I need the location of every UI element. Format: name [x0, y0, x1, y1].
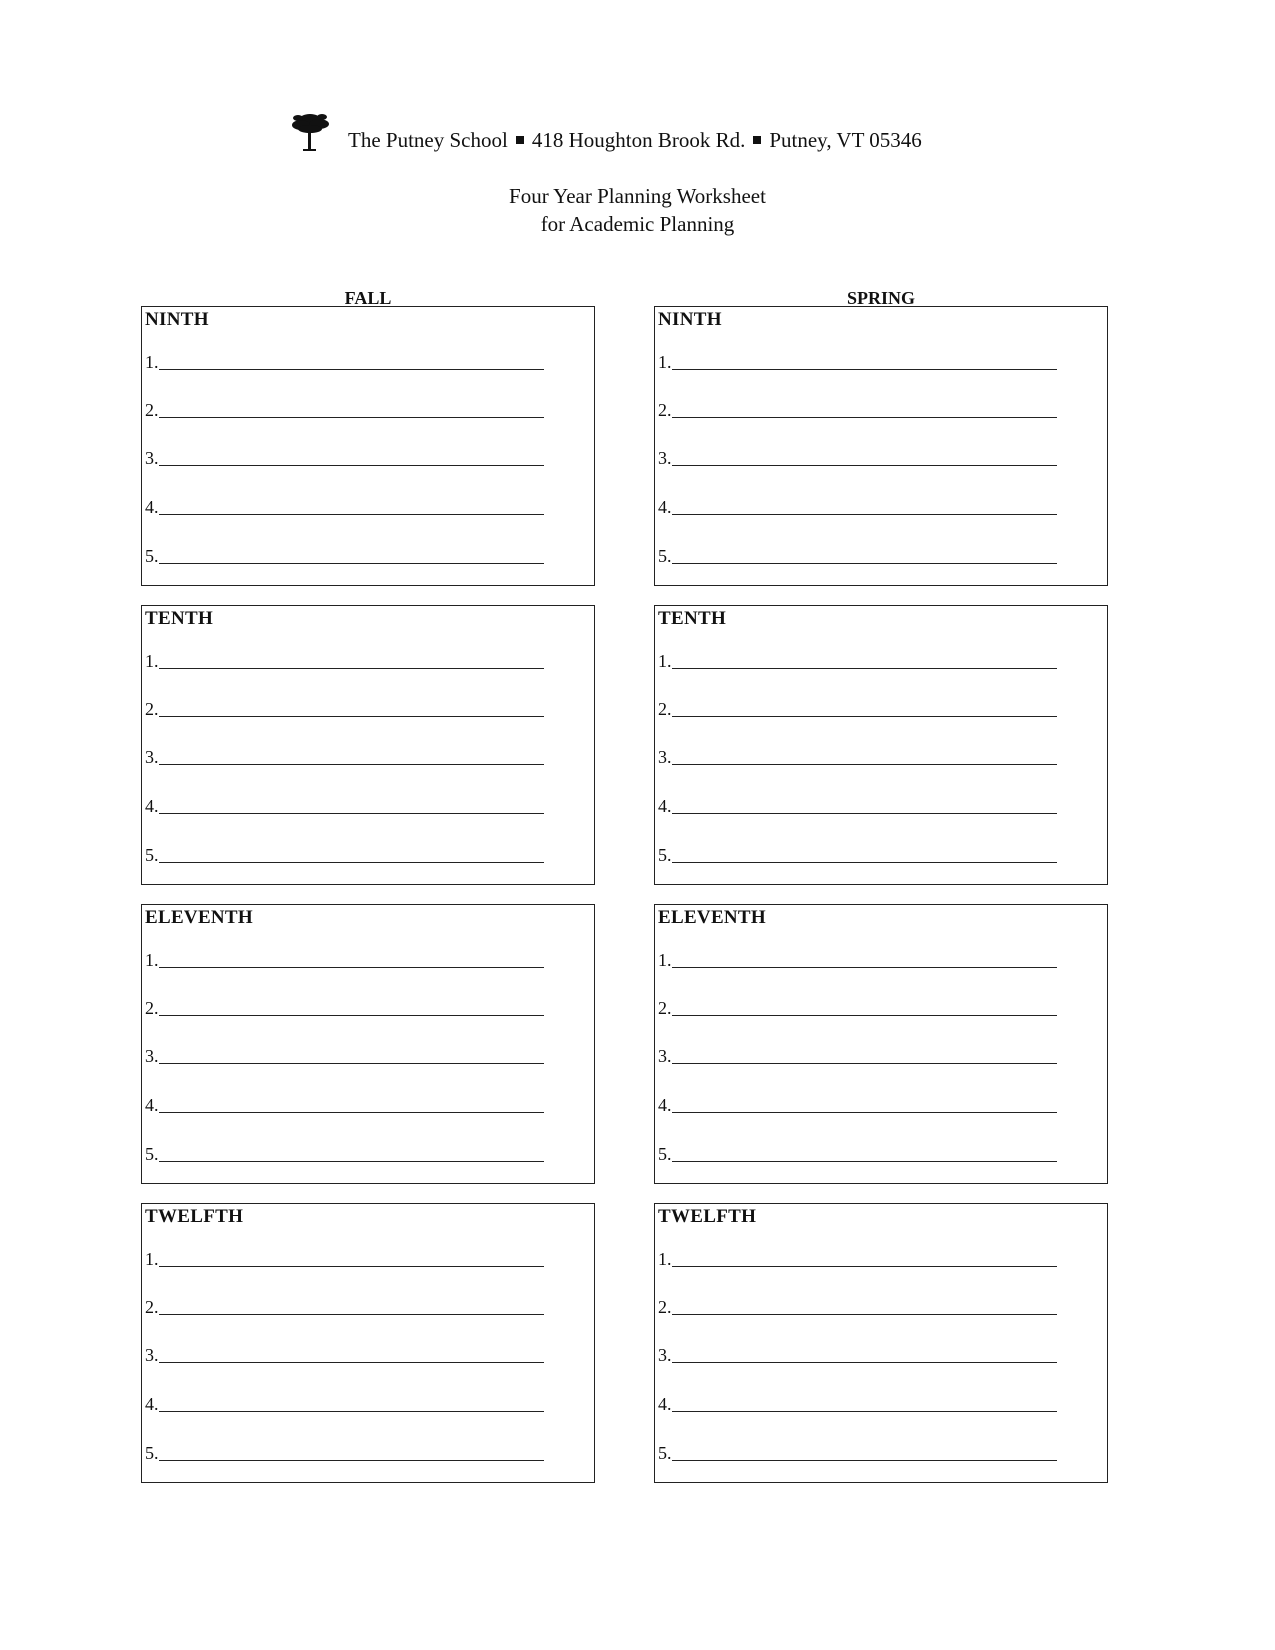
- line-number: 2.: [145, 400, 159, 420]
- blank-write-in-line[interactable]: [159, 496, 544, 515]
- blank-write-in-line[interactable]: [672, 1248, 1057, 1267]
- line-number: 2.: [145, 1297, 159, 1317]
- blank-write-in-line[interactable]: [159, 399, 544, 418]
- line-number: 2.: [658, 1297, 672, 1317]
- line-number: 3.: [658, 747, 672, 767]
- fall-ninth-box: [141, 306, 595, 586]
- course-line[interactable]: [145, 1248, 544, 1270]
- blank-write-in-line[interactable]: [672, 1393, 1057, 1412]
- course-line[interactable]: [658, 496, 1057, 518]
- title-line-2: for Academic Planning: [540, 212, 735, 236]
- course-line[interactable]: [145, 650, 544, 672]
- spring-ninth-box: [654, 306, 1108, 586]
- blank-write-in-line[interactable]: [159, 1296, 544, 1315]
- line-number: 5.: [145, 845, 159, 865]
- school-name: The Putney School: [348, 128, 508, 152]
- course-line[interactable]: [658, 447, 1057, 469]
- blank-write-in-line[interactable]: [159, 1094, 544, 1113]
- line-number: 4.: [145, 1394, 159, 1414]
- tree-icon: [290, 110, 330, 154]
- school-address: [348, 128, 922, 153]
- blank-write-in-line[interactable]: [672, 746, 1057, 765]
- blank-write-in-line[interactable]: [672, 1143, 1057, 1162]
- blank-write-in-line[interactable]: [159, 949, 544, 968]
- worksheet-title: [0, 182, 1275, 238]
- course-line[interactable]: [658, 997, 1057, 1019]
- blank-write-in-line[interactable]: [159, 1393, 544, 1412]
- line-number: 3.: [145, 1046, 159, 1066]
- fall-twelfth-box: [141, 1203, 595, 1483]
- line-number: 3.: [145, 1345, 159, 1365]
- spring-column-header: SPRING: [846, 288, 915, 308]
- course-line[interactable]: [145, 1094, 544, 1116]
- bullet-separator: [753, 136, 761, 144]
- blank-write-in-line[interactable]: [159, 1442, 544, 1461]
- line-number: 3.: [145, 448, 159, 468]
- line-number: 1.: [145, 651, 159, 671]
- line-number: 1.: [658, 352, 672, 372]
- course-line[interactable]: [658, 545, 1057, 567]
- line-number: 5.: [658, 546, 672, 566]
- line-number: 5.: [658, 845, 672, 865]
- course-line[interactable]: [658, 795, 1057, 817]
- blank-write-in-line[interactable]: [159, 997, 544, 1016]
- course-line[interactable]: [658, 1143, 1057, 1165]
- grade-label: NINTH: [145, 309, 209, 330]
- course-line[interactable]: [658, 399, 1057, 421]
- city-state-zip: Putney, VT 05346: [769, 128, 922, 152]
- line-number: 2.: [145, 699, 159, 719]
- course-line[interactable]: [145, 399, 544, 421]
- line-number: 3.: [658, 448, 672, 468]
- line-number: 4.: [658, 1095, 672, 1115]
- blank-write-in-line[interactable]: [159, 1248, 544, 1267]
- course-line[interactable]: [145, 351, 544, 373]
- line-number: 1.: [145, 352, 159, 372]
- line-number: 1.: [145, 950, 159, 970]
- grade-label: TENTH: [658, 608, 727, 629]
- blank-write-in-line[interactable]: [672, 698, 1057, 717]
- blank-write-in-line[interactable]: [672, 447, 1057, 466]
- course-line[interactable]: [145, 746, 544, 768]
- course-line[interactable]: [145, 997, 544, 1019]
- blank-write-in-line[interactable]: [672, 399, 1057, 418]
- blank-write-in-line[interactable]: [672, 1442, 1057, 1461]
- fall-column-header: FALL: [344, 288, 392, 308]
- course-line[interactable]: [145, 447, 544, 469]
- course-line[interactable]: [658, 1248, 1057, 1270]
- bullet-separator: [516, 136, 524, 144]
- blank-write-in-line[interactable]: [159, 545, 544, 564]
- grade-label: TWELFTH: [145, 1206, 244, 1227]
- course-line[interactable]: [145, 1344, 544, 1366]
- course-line[interactable]: [658, 1344, 1057, 1366]
- line-number: 2.: [658, 998, 672, 1018]
- spring-twelfth-box: [654, 1203, 1108, 1483]
- line-number: 4.: [145, 1095, 159, 1115]
- line-number: 5.: [145, 1443, 159, 1463]
- line-number: 2.: [145, 998, 159, 1018]
- blank-write-in-line[interactable]: [159, 1143, 544, 1162]
- fall-tenth-box: [141, 605, 595, 885]
- line-number: 5.: [145, 546, 159, 566]
- course-line[interactable]: [658, 949, 1057, 971]
- line-number: 3.: [145, 747, 159, 767]
- blank-write-in-line[interactable]: [672, 844, 1057, 863]
- blank-write-in-line[interactable]: [159, 795, 544, 814]
- course-line[interactable]: [145, 1143, 544, 1165]
- blank-write-in-line[interactable]: [159, 650, 544, 669]
- course-line[interactable]: [658, 1442, 1057, 1464]
- blank-write-in-line[interactable]: [672, 650, 1057, 669]
- course-line[interactable]: [658, 698, 1057, 720]
- course-line[interactable]: [145, 1296, 544, 1318]
- line-number: 5.: [658, 1443, 672, 1463]
- course-line[interactable]: [658, 746, 1057, 768]
- blank-write-in-line[interactable]: [159, 1045, 544, 1064]
- line-number: 3.: [658, 1046, 672, 1066]
- line-number: 4.: [145, 796, 159, 816]
- blank-write-in-line[interactable]: [672, 545, 1057, 564]
- grade-label: ELEVENTH: [145, 907, 253, 928]
- blank-write-in-line[interactable]: [159, 1344, 544, 1363]
- spring-eleventh-box: [654, 904, 1108, 1184]
- grade-label: NINTH: [658, 309, 722, 330]
- course-line[interactable]: [145, 949, 544, 971]
- blank-write-in-line[interactable]: [672, 1296, 1057, 1315]
- blank-write-in-line[interactable]: [672, 997, 1057, 1016]
- blank-write-in-line[interactable]: [159, 351, 544, 370]
- line-number: 2.: [658, 699, 672, 719]
- course-line[interactable]: [145, 795, 544, 817]
- line-number: 5.: [658, 1144, 672, 1164]
- line-number: 4.: [658, 1394, 672, 1414]
- blank-write-in-line[interactable]: [159, 447, 544, 466]
- grade-label: TENTH: [145, 608, 214, 629]
- line-number: 1.: [145, 1249, 159, 1269]
- line-number: 1.: [658, 1249, 672, 1269]
- course-line[interactable]: [145, 545, 544, 567]
- blank-write-in-line[interactable]: [672, 949, 1057, 968]
- line-number: 4.: [145, 497, 159, 517]
- blank-write-in-line[interactable]: [672, 351, 1057, 370]
- course-line[interactable]: [658, 1045, 1057, 1067]
- course-line[interactable]: [658, 1393, 1057, 1415]
- course-line[interactable]: [145, 1442, 544, 1464]
- course-line[interactable]: [145, 496, 544, 518]
- course-line[interactable]: [658, 650, 1057, 672]
- grade-label: ELEVENTH: [658, 907, 766, 928]
- line-number: 2.: [658, 400, 672, 420]
- blank-write-in-line[interactable]: [672, 496, 1057, 515]
- fall-eleventh-box: [141, 904, 595, 1184]
- blank-write-in-line[interactable]: [159, 746, 544, 765]
- line-number: 5.: [145, 1144, 159, 1164]
- course-line[interactable]: [658, 1296, 1057, 1318]
- course-line[interactable]: [145, 698, 544, 720]
- blank-write-in-line[interactable]: [672, 1045, 1057, 1064]
- blank-write-in-line[interactable]: [159, 844, 544, 863]
- blank-write-in-line[interactable]: [159, 698, 544, 717]
- course-line[interactable]: [658, 351, 1057, 373]
- course-line[interactable]: [658, 844, 1057, 866]
- line-number: 1.: [658, 651, 672, 671]
- spring-tenth-box: [654, 605, 1108, 885]
- course-line[interactable]: [145, 1393, 544, 1415]
- blank-write-in-line[interactable]: [672, 1094, 1057, 1113]
- street-address: 418 Houghton Brook Rd.: [531, 128, 746, 152]
- line-number: 1.: [658, 950, 672, 970]
- line-number: 3.: [658, 1345, 672, 1365]
- title-line-1: Four Year Planning Worksheet: [509, 184, 766, 208]
- line-number: 4.: [658, 796, 672, 816]
- course-line[interactable]: [145, 844, 544, 866]
- grade-label: TWELFTH: [658, 1206, 757, 1227]
- course-line[interactable]: [658, 1094, 1057, 1116]
- blank-write-in-line[interactable]: [672, 795, 1057, 814]
- line-number: 4.: [658, 497, 672, 517]
- course-line[interactable]: [145, 1045, 544, 1067]
- blank-write-in-line[interactable]: [672, 1344, 1057, 1363]
